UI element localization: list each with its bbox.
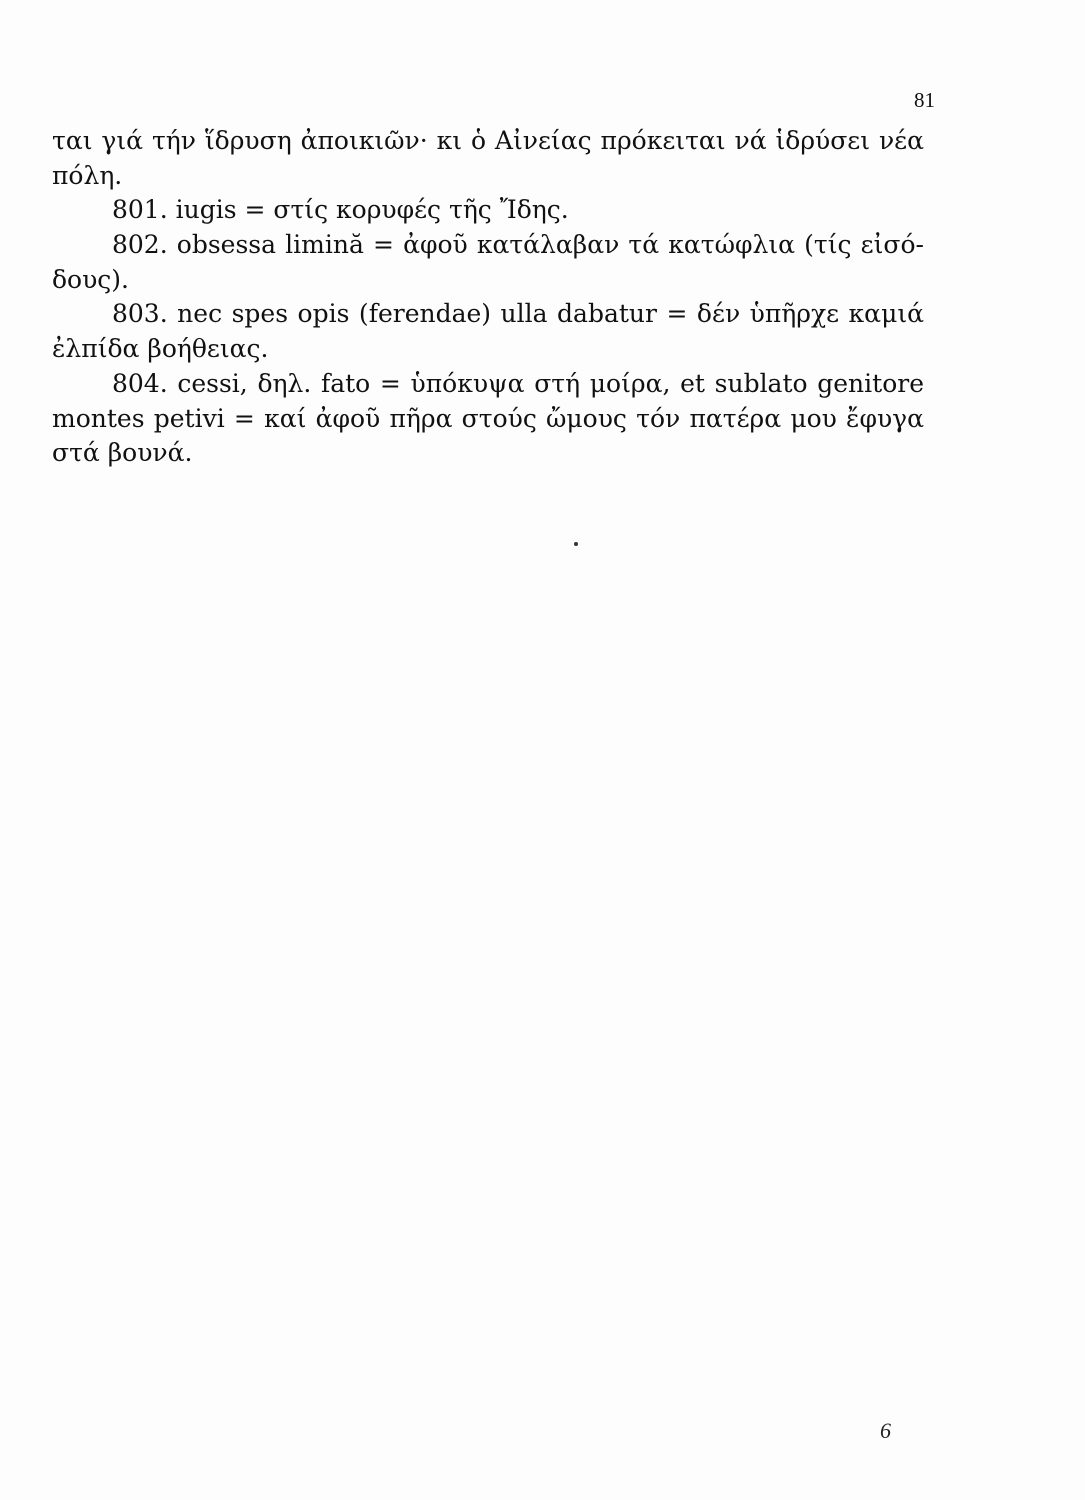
text-line: στά βουνά. xyxy=(52,438,193,468)
text-line: ται γιά τήν ἵδρυση ἀποικιῶν· κι ὁ Αἰνείας πρόκειται νά ἱδρύσει νέα xyxy=(52,126,924,155)
stray-dot xyxy=(574,542,578,546)
text-line: ἐλπίδα βοήθειας. xyxy=(52,334,269,364)
text-line: δους). xyxy=(52,264,130,294)
text-line: montes petivi = καί ἀφοῦ πῆρα στούς ὤμους τόν πατέρα μου ἔφυγα xyxy=(52,403,924,433)
commentary-entry-802: 802. obsessa limină = ἀφοῦ κατάλαβαν τά κατώφλια (τίς εἰσό- xyxy=(112,230,924,260)
commentary-text xyxy=(52,124,924,471)
page-number: 81 xyxy=(914,88,935,112)
signature-mark: 6 xyxy=(880,1418,891,1443)
commentary-entry-801: 801. iugis = στίς κορυφές τῆς Ἴδης. xyxy=(112,195,569,225)
text-line: πόλη. xyxy=(52,160,123,190)
commentary-entry-804: 804. cessi, δηλ. fato = ὑπόκυψα στή μοίρα, et sublato genitore xyxy=(112,368,924,398)
commentary-entry-803: 803. nec spes opis (ferendae) ulla dabatur = δέν ὑπῆρχε καμιά xyxy=(112,299,924,329)
